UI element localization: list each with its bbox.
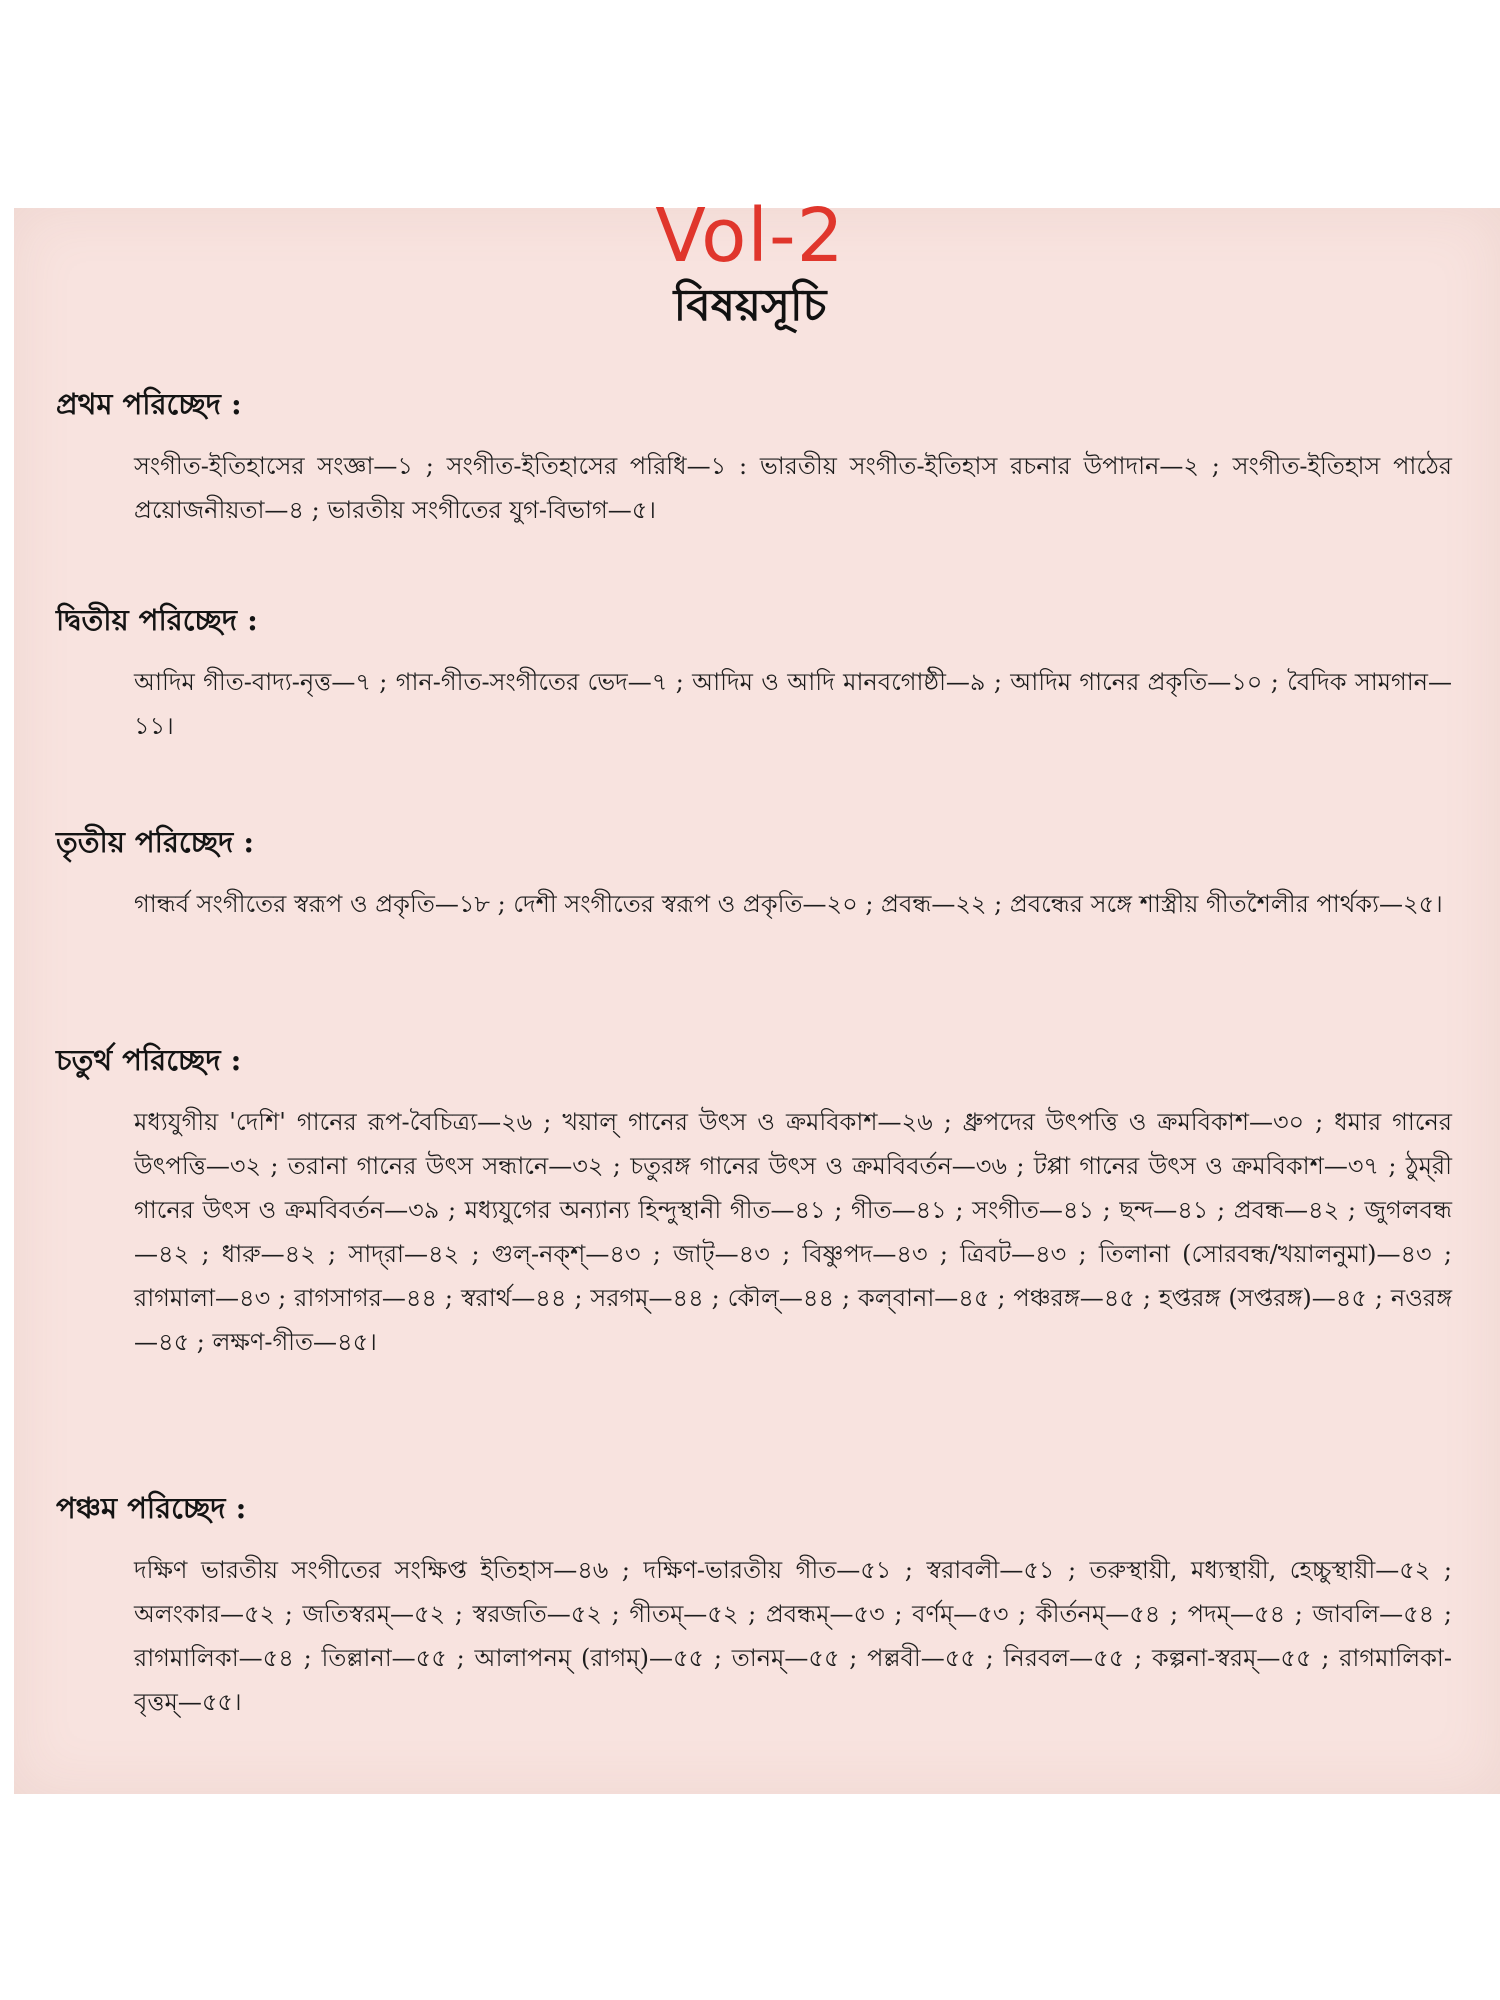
chapter-heading: দ্বিতীয় পরিচ্ছেদ :: [56, 603, 258, 637]
chapter-heading: তৃতীয় পরিচ্ছেদ :: [56, 825, 255, 859]
chapter-heading: পঞ্চম পরিচ্ছেদ :: [56, 1491, 247, 1525]
chapter-contents: সংগীত-ইতিহাসের সংজ্ঞা—১ ; সংগীত-ইতিহাসের পরিধি—১ : ভারতীয় সংগীত-ইতিহাস রচনার উপাদান—২ ; সংগীত-ইতিহাস পাঠের প্রয়োজনীয়তা—৪ ; ভারতীয় সংগীতের যুগ-বিভাগ—৫।: [134, 452, 1452, 524]
chapter-contents: আদিম গীত-বাদ্য-নৃত্ত—৭ ; গান-গীত-সংগীতের ভেদ—৭ ; আদিম ও আদি মানবগোষ্ঠী—৯ ; আদিম গানের প্রকৃতি—১০ ; বৈদিক সামগান—১১।: [134, 668, 1452, 740]
chapter-5-section: [56, 1488, 1456, 1724]
chapter-contents: দক্ষিণ ভারতীয় সংগীতের সংক্ষিপ্ত ইতিহাস—৪৬ ; দক্ষিণ-ভারতীয় গীত—৫১ ; স্বরাবলী—৫১ ; তরুস্থায়ী, মধ্যস্থায়ী, হেচ্চুস্থায়ী—৫২ ; অলংকার—৫২ ; জতিস্বরম্—৫২ ; স্বরজতি—৫২ ; গীতম্—৫২ ; প্রবন্ধম্—৫৩ ; বর্ণম্—৫৩ ; কীর্তনম্—৫৪ ; পদম্—৫৪ ; জাবলি—৫৪ ; রাগমালিকা—৫৪ ; তিল্লানা—৫৫ ; আলাপনম্ (রাগম্)—৫৫ ; তানম্—৫৫ ; পল্লবী—৫৫ ; নিরবল—৫৫ ; কল্পনা-স্বরম্—৫৫ ; রাগমালিকা-বৃত্তম্—৫৫।: [134, 1556, 1452, 1716]
chapter-2-section: [56, 600, 1456, 748]
chapter-1-section: [56, 384, 1456, 532]
chapter-contents: মধ্যযুগীয় 'দেশি' গানের রূপ-বৈচিত্র্য—২৬ ; খয়াল্ গানের উৎস ও ক্রমবিকাশ—২৬ ; ধ্রুপদের উৎপত্তি ও ক্রমবিকাশ—৩০ ; ধমার গানের উৎপত্তি—৩২ ; তরানা গানের উৎস সন্ধানে—৩২ ; চতুরঙ্গ গানের উৎস ও ক্রমবিবর্তন—৩৬ ; টপ্পা গানের উৎস ও ক্রমবিকাশ—৩৭ ; ঠুম্‌রী গানের উৎস ও ক্রমবিবর্তন—৩৯ ; মধ্যযুগের অন্যান্য হিন্দুস্থানী গীত—৪১ ; গীত—৪১ ; সংগীত—৪১ ; ছন্দ—৪১ ; প্রবন্ধ—৪২ ; জুগলবন্ধ—৪২ ; ধারু—৪২ ; সাদ্‌রা—৪২ ; গুল্-নক্‌শ্—৪৩ ; জাট্—৪৩ ; বিষ্ণুপদ—৪৩ ; ত্রিবট—৪৩ ; তিলানা (সোরবন্ধ/খয়ালনুমা)—৪৩ ; রাগমালা—৪৩ ; রাগসাগর—৪৪ ; স্বরার্থ—৪৪ ; সরগম্—৪৪ ; কৌল্—৪৪ ; কল্‌বানা—৪৫ ; পঞ্চরঙ্গ—৪৫ ; হপ্তরঙ্গ (সপ্তরঙ্গ)—৪৫ ; নওরঙ্গ—৪৫ ; লক্ষণ-গীত—৪৫।: [134, 1108, 1453, 1356]
chapter-4-section: [56, 1040, 1456, 1364]
volume-label: Vol-2: [655, 193, 845, 279]
chapter-heading: প্রথম পরিচ্ছেদ :: [56, 387, 242, 421]
chapter-heading: চতুর্থ পরিচ্ছেদ :: [56, 1043, 242, 1077]
chapter-3-section: [56, 822, 1456, 926]
table-of-contents-title: বিষয়সূচি: [673, 280, 827, 331]
chapter-contents: গান্ধর্ব সংগীতের স্বরূপ ও প্রকৃতি—১৮ ; দেশী সংগীতের স্বরূপ ও প্রকৃতি—২০ ; প্রবন্ধ—২২ ; প্রবন্ধের সঙ্গে শাস্ত্রীয় গীতশৈলীর পার্থক্য—২৫।: [134, 890, 1443, 918]
